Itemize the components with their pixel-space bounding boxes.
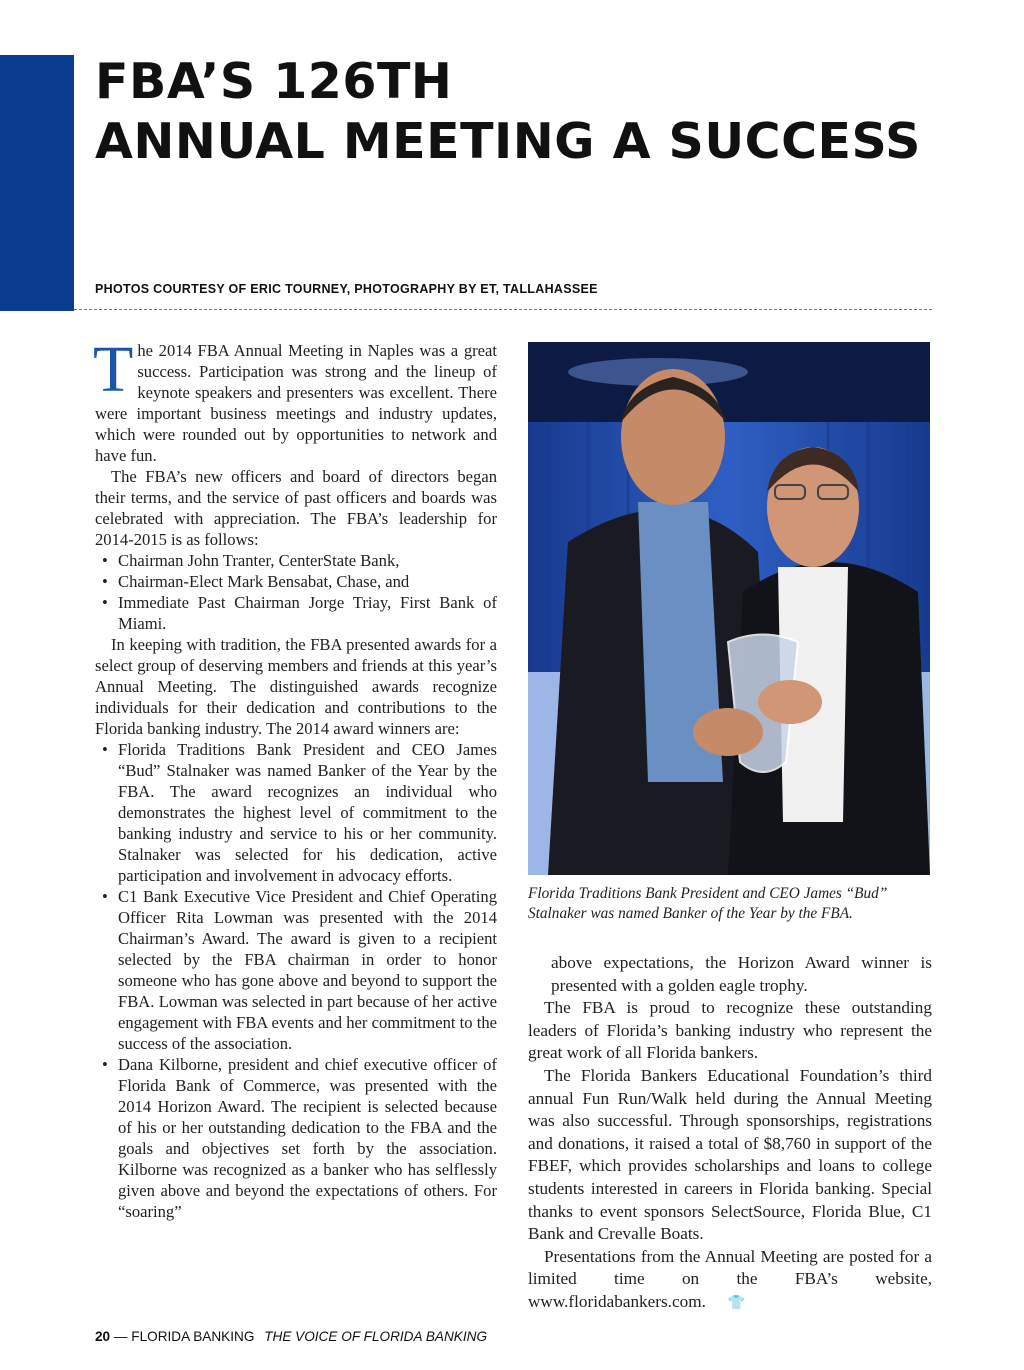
list-item: • Chairman-Elect Mark Bensabat, Chase, and <box>95 571 497 592</box>
dashed-divider <box>74 309 932 310</box>
closing-paragraph <box>528 1246 932 1316</box>
page-number: 20 <box>95 1329 111 1344</box>
publication-tagline: THE VOICE OF FLORIDA BANKING <box>264 1329 488 1344</box>
list-item: • Chairman John Tranter, CenterState Bank, <box>95 550 497 571</box>
list-item: • Florida Traditions Bank President and CEO James “Bud” Stalnaker was named Banker of the Year by the FBA. The award recognizes an individual who demonstrates the highest level of commitment to the banking industry and service to his or her community. Stalnaker was selected for his dedication, active participation and involvement in advocacy efforts. <box>95 739 497 886</box>
officers-list <box>95 550 497 634</box>
photo-credit: PHOTOS COURTESY OF ERIC TOURNEY, PHOTOGRAPHY BY ET, TALLAHASSEE <box>95 282 598 296</box>
list-item: • Dana Kilborne, president and chief executive officer of Florida Bank of Commerce, was presented with the 2014 Horizon Award. The recipient is selected because of his or her outstanding dedication to the FBA and the goals and objectives set forth by the association. Kilborne was recognized as a banker who has selflessly given above and beyond the expectations of others. For “soaring” <box>95 1054 497 1222</box>
awards-list <box>95 739 497 1222</box>
publication-name: FLORIDA BANKING <box>131 1329 255 1344</box>
title-line-1: FBA’S 126TH <box>95 53 453 110</box>
photo-illustration <box>528 342 930 875</box>
award-continued: above expectations, the Horizon Award winner is presented with a golden eagle trophy. <box>551 953 932 995</box>
officers-intro: The FBA’s new officers and board of directors began their terms, and the service of past officers and boards was celebrated with appreciation. The FBA’s leadership for 2014-2015 is as follows: <box>95 467 497 549</box>
page-footer <box>95 1329 487 1344</box>
right-column <box>528 952 932 1316</box>
awards-intro: In keeping with tradition, the FBA presented awards for a select group of deserving members and friends at this year’s Annual Meeting. The distinguished awards recognize individuals for their dedication and contributions to the Florida banking industry. The 2014 award winners are: <box>95 635 497 738</box>
title-line-2: ANNUAL MEETING A SUCCESS <box>95 113 921 170</box>
page-title <box>95 52 975 172</box>
footer-separator: — <box>113 1329 128 1344</box>
award-photo <box>528 342 930 875</box>
list-item: • C1 Bank Executive Vice President and Chief Operating Officer Rita Lowman was presented with the 2014 Chairman’s Award. The award is given to a recipient selected by the FBA chairman in order to honor someone who has gone above and beyond to support the FBA. Lowman was selected in part because of her active engagement with FBA events and her commitment to the success of the association. <box>95 886 497 1054</box>
drop-cap: T <box>93 333 134 406</box>
accent-side-bar <box>0 55 74 311</box>
list-item: • Immediate Past Chairman Jorge Triay, First Bank of Miami. <box>95 592 497 634</box>
intro-paragraph <box>93 333 497 466</box>
shirt-icon: 👕 <box>727 1295 746 1311</box>
body-paragraph: The FBA is proud to recognize these outstanding leaders of Florida’s banking industry who represent the great work of all Florida bankers. <box>528 998 932 1063</box>
body-paragraph: The Florida Bankers Educational Foundation’s third annual Fun Run/Walk held during the Annual Meeting was also successful. Through sponsorships, registrations and donations, it raised a total of $8,760 in support of the FBEF, which provides scholarships and loans to college students interested in careers in Florida banking. Special thanks to event sponsors SelectSource, Florida Blue, C1 Bank and Crevalle Boats. <box>528 1065 932 1244</box>
photo-caption: Florida Traditions Bank President and CEO James “Bud” Stalnaker was named Banker of the Year by the FBA. <box>528 885 888 922</box>
closing-text: Presentations from the Annual Meeting are posted for a limited time on the FBA’s website, www.floridabankers.com. <box>528 1246 932 1311</box>
left-column <box>93 333 497 1222</box>
intro-text: he 2014 FBA Annual Meeting in Naples was a great success. Participation was strong and the lineup of keynote speakers and presenters was excellent. There were important business meetings and industry updates, which were rounded out by opportunities to network and have fun. <box>95 341 497 465</box>
